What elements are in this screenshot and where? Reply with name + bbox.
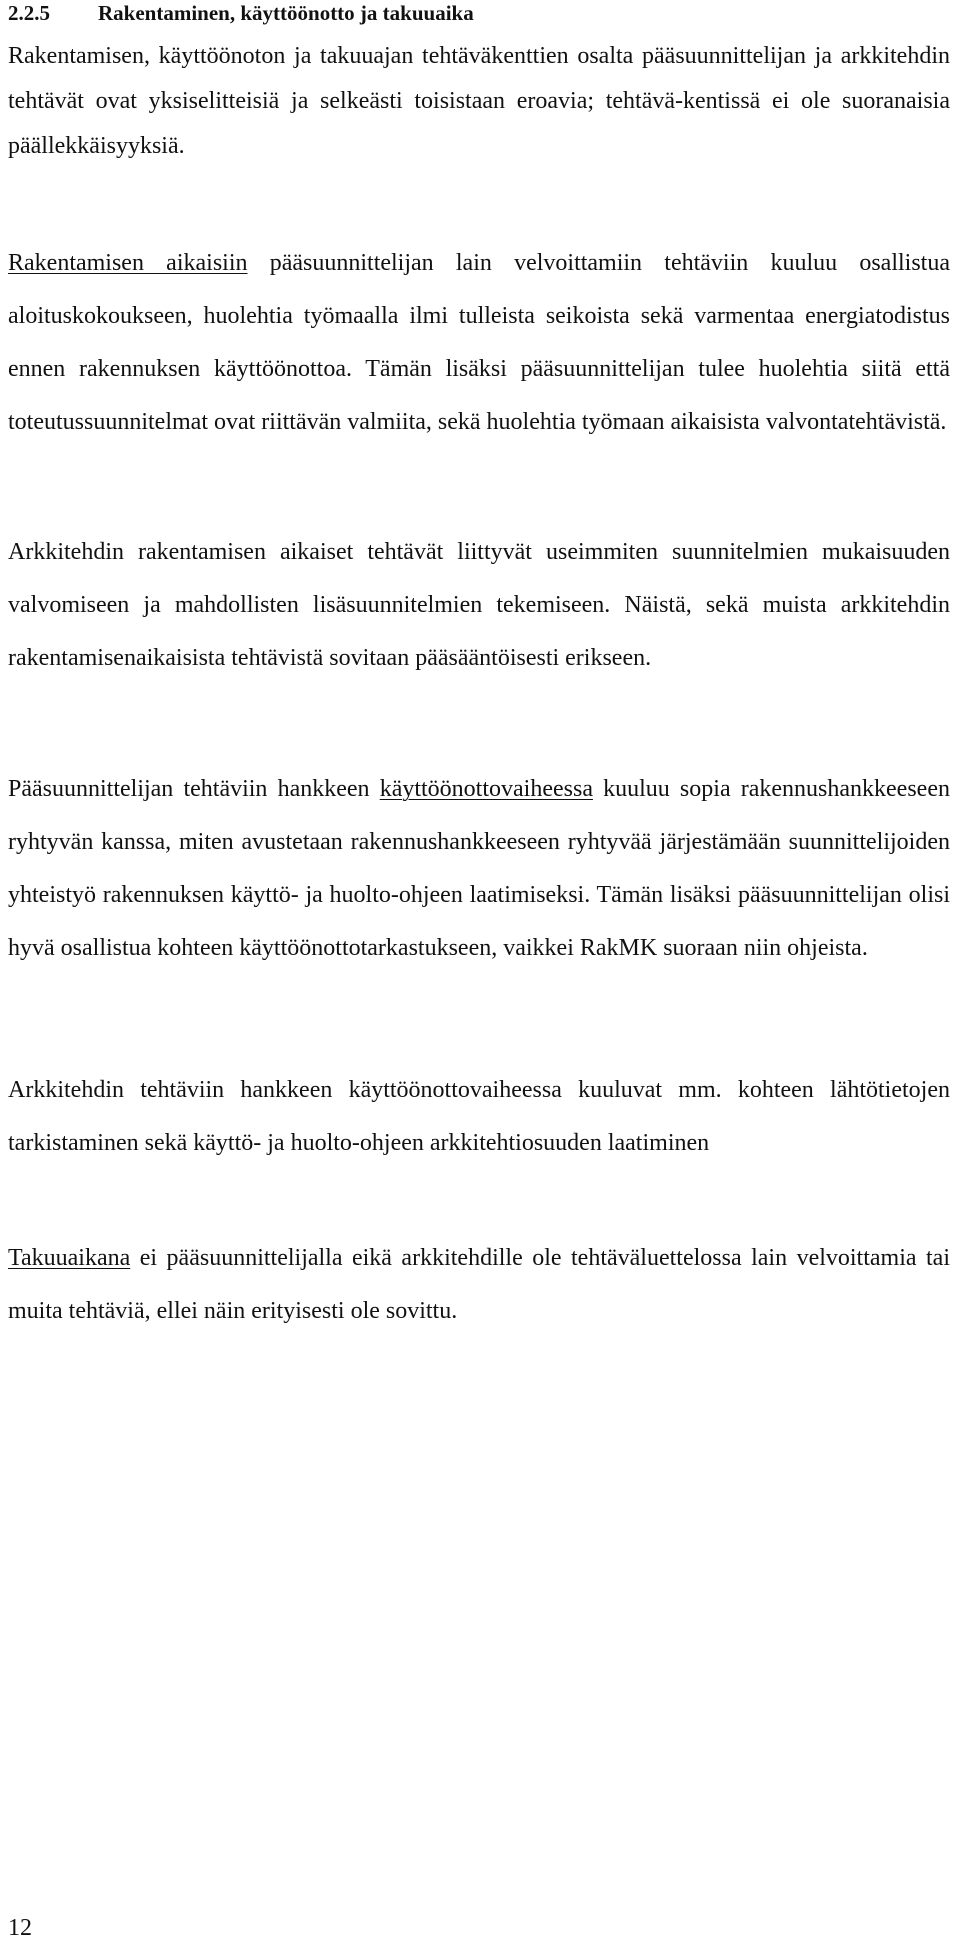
paragraph-overview xyxy=(8,34,950,169)
underlined-term-commissioning: käyttöönottovaiheessa xyxy=(379,776,593,802)
paragraph-text: Rakentamisen, käyttöönoton ja takuuajan tehtäväkenttien osalta pääsuunnittelijan ja arkkitehdin tehtävät ovat yksiselitteisiä ja selkeästi toisistaan eroavia; tehtävä-kentissä ei ole suoranaisia päällekkäisyyksiä. xyxy=(8,43,950,159)
paragraph-text: ei pääsuunnittelijalla eikä arkkitehdille ole tehtäväluettelossa lain velvoittamia tai muita tehtäviä, ellei näin erityisesti ole sovittu. xyxy=(8,1245,950,1324)
section-title: Rakentaminen, käyttöönotto ja takuuaika xyxy=(98,1,474,25)
paragraph-warranty-period xyxy=(8,1232,950,1338)
paragraph-architect-construction xyxy=(8,526,950,685)
paragraph-commissioning-phase xyxy=(8,763,950,975)
paragraph-architect-commissioning xyxy=(8,1064,950,1170)
page-number: 12 xyxy=(8,1915,32,1941)
paragraph-text: kuuluu sopia rakennushankkeeseen ryhtyvän kanssa, miten avustetaan rakennushankkeeseen ryhtyvää järjestämään suunnittelijoiden yhteistyö rakennuksen käyttö- ja huolto-ohjeen laatimiseksi. Tämän lisäksi pääsuunnittelijan olisi hyvä osallistua kohteen käyttöönottotarkastukseen, vaikkei RakMK suoraan niin ohjeista. xyxy=(8,776,950,961)
section-heading xyxy=(8,0,474,26)
paragraph-construction-phase xyxy=(8,237,950,449)
paragraph-text: Arkkitehdin tehtäviin hankkeen käyttöönottovaiheessa kuuluvat mm. kohteen lähtötietojen tarkistaminen sekä käyttö- ja huolto-ohjeen arkkitehtiosuuden laatiminen xyxy=(8,1077,950,1156)
section-number: 2.2.5 xyxy=(8,1,50,25)
paragraph-text: Arkkitehdin rakentamisen aikaiset tehtävät liittyvät useimmiten suunnitelmien mukaisuuden valvomiseen ja mahdollisten lisäsuunnitelmien tekemiseen. Näistä, sekä muista arkkitehdin rakentamisenaikaisista tehtävistä sovitaan pääsääntöisesti erikseen. xyxy=(8,539,950,671)
underlined-term-construction: Rakentamisen aikaisiin xyxy=(8,250,248,276)
paragraph-text: pääsuunnittelijan lain velvoittamiin tehtäviin kuuluu osallistua aloituskokoukseen, huolehtia työmaalla ilmi tulleista seikoista sekä varmentaa energiatodistus ennen rakennuksen käyttöönottoa. Tämän lisäksi pääsuunnittelijan tulee huolehtia siitä että toteutussuunnitelmat ovat riittävän valmiita, sekä huolehtia työmaan aikaisista valvontatehtävistä. xyxy=(8,250,950,435)
underlined-term-warranty: Takuuaikana xyxy=(8,1245,131,1271)
paragraph-text: Pääsuunnittelijan tehtäviin hankkeen xyxy=(8,776,380,802)
